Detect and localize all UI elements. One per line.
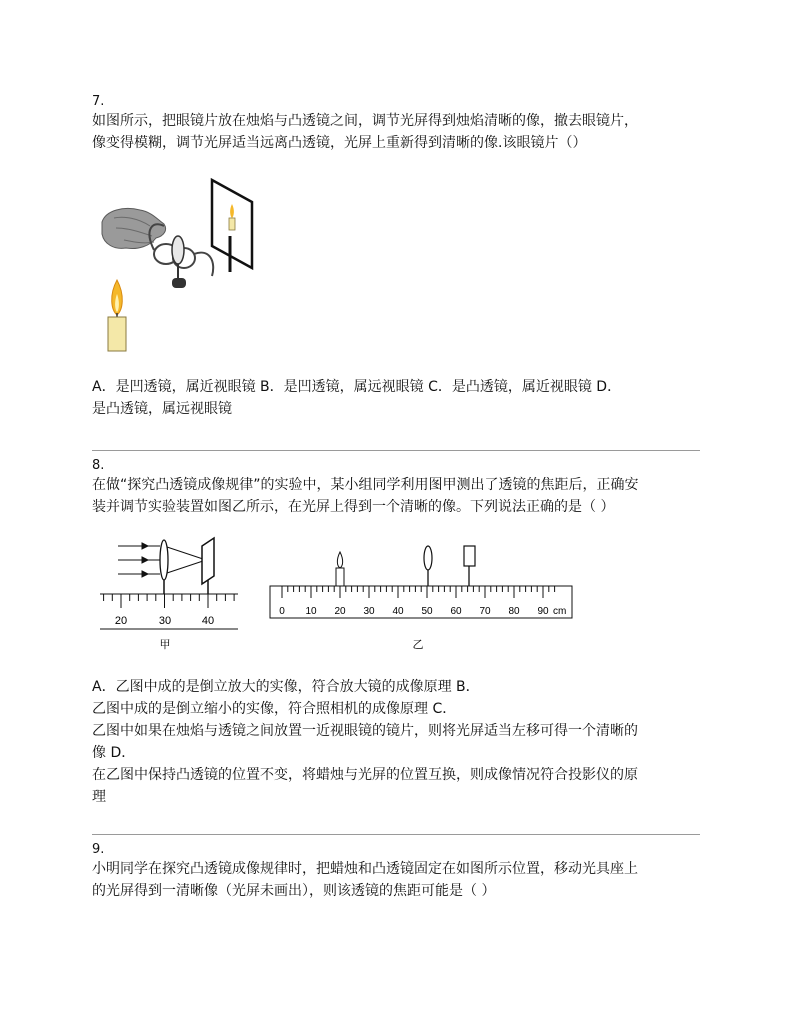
q8-option-line: A．乙图中成的是倒立放大的实像，符合放大镜的成像原理 B． bbox=[92, 679, 480, 695]
lens-on-stand-illustration bbox=[172, 236, 186, 288]
q9-stem-line2: 的光屏得到一清晰像（光屏未画出），则该透镜的焦距可能是（ ） bbox=[92, 883, 496, 899]
q7-number: 7. bbox=[92, 94, 105, 109]
light-screen-illustration bbox=[212, 180, 252, 272]
ruler-unit: cm bbox=[553, 606, 567, 617]
q8-stem-line2: 装并调节实验装置如图乙所示，在光屏上得到一个清晰的像。下列说法正确的是（ ） bbox=[92, 499, 615, 515]
q7-figure-screen bbox=[204, 176, 260, 274]
tick-label: 70 bbox=[479, 606, 491, 617]
tick-label: 0 bbox=[279, 606, 285, 617]
q8-option-line: 乙图中成的是倒立缩小的实像，符合照相机的成像原理 C． bbox=[92, 701, 457, 717]
tick-label: 80 bbox=[508, 606, 520, 617]
q9-stem-line1: 小明同学在探究凸透镜成像规律时，把蜡烛和凸透镜固定在如图所示位置，移动光具座上 bbox=[92, 861, 638, 877]
divider bbox=[92, 834, 700, 835]
tick-label: 30 bbox=[158, 615, 172, 627]
ruler-jia-ticks bbox=[104, 594, 235, 608]
q7-stem-line1: 如图所示，把眼镜片放在烛焰与凸透镜之间，调节光屏得到烛焰清晰的像，撤去眼镜片， bbox=[92, 113, 638, 129]
q7-options-line2: 是凸透镜，属远视眼镜 bbox=[92, 401, 232, 417]
q8-option-line: 理 bbox=[92, 789, 106, 805]
q7-stem-line2: 像变得模糊，调节光屏适当远离凸透镜，光屏上重新得到清晰的像.该眼镜片（） bbox=[92, 135, 587, 151]
q8-option-line: 乙图中如果在烛焰与透镜之间放置一近视眼镜的镜片，则将光屏适当左移可得一个清晰的 bbox=[92, 723, 638, 739]
candle-illustration bbox=[108, 280, 126, 351]
tick-label: 20 bbox=[334, 606, 346, 617]
convex-lens bbox=[160, 540, 168, 580]
q7-options-line1: A．是凹透镜，属近视眼镜 B．是凹透镜，属远视眼镜 C．是凸透镜，属近视眼镜 D． bbox=[92, 379, 622, 395]
q8-figure-jia bbox=[98, 536, 242, 654]
screen-on-stand bbox=[464, 546, 475, 586]
q8-option-line: 在乙图中保持凸透镜的位置不变，将蜡烛与光屏的位置互换，则成像情况符合投影仪的原 bbox=[92, 767, 638, 783]
candle bbox=[336, 552, 344, 586]
tick-label: 60 bbox=[450, 606, 462, 617]
tick-label: 30 bbox=[363, 606, 375, 617]
tick-label: 40 bbox=[392, 606, 404, 617]
hand-illustration bbox=[102, 209, 166, 249]
light-screen bbox=[202, 538, 214, 584]
q8-number: 8. bbox=[92, 458, 105, 473]
tick-label: 10 bbox=[305, 606, 317, 617]
q8-option-line: 像 D． bbox=[92, 745, 136, 761]
tick-label: 20 bbox=[114, 615, 128, 627]
lens-on-stand bbox=[424, 546, 432, 586]
q8-stem-line1: 在做“探究凸透镜成像规律”的实验中，某小组同学利用图甲测出了透镜的焦距后，正确安 bbox=[92, 477, 639, 493]
tick-label: 90 bbox=[537, 606, 549, 617]
divider bbox=[92, 450, 700, 451]
q9-number: 9. bbox=[92, 842, 105, 857]
figure-caption-yi: 乙 bbox=[412, 639, 424, 651]
tick-label: 40 bbox=[201, 615, 215, 627]
tick-label: 50 bbox=[421, 606, 433, 617]
q8-figure-yi bbox=[266, 540, 578, 656]
figure-caption-jia: 甲 bbox=[159, 639, 171, 651]
